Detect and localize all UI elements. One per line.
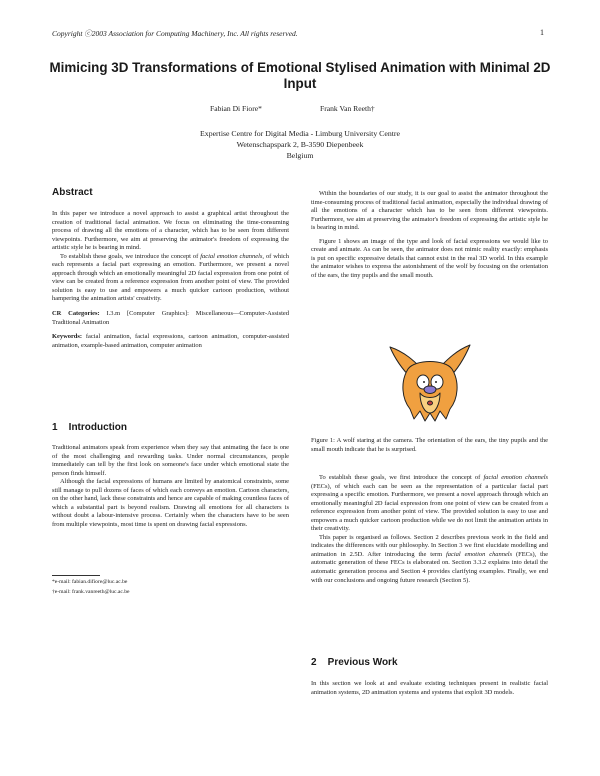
previous-work-heading: 2 Previous Work bbox=[311, 657, 398, 668]
copyright-notice: Copyright ⓒ2003 Association for Computing Machinery, Inc. All rights reserved. bbox=[52, 29, 298, 38]
paragraph: In this section we look at and evaluate existing techniques present in realistic facial animation systems, 2D animation systems and systems that exploit 3D models. bbox=[311, 680, 548, 696]
affiliation-line: Belgium bbox=[286, 151, 314, 160]
keywords: Keywords: facial animation, facial expressions, cartoon animation, computer-assisted animation, example-based animation, computer animation bbox=[52, 333, 289, 349]
footnote-2: †e-mail: frank.vanreeth@luc.ac.be bbox=[52, 589, 130, 595]
paper-title: Mimicing 3D Transformations of Emotional Stylised Animation with Minimal 2D Input bbox=[49, 60, 551, 91]
affiliation-line: Expertise Centre for Digital Media - Limburg University Centre bbox=[200, 129, 400, 138]
intro-cont-2 bbox=[311, 474, 548, 585]
previous-work-body bbox=[311, 680, 548, 697]
paragraph: Within the boundaries of our study, it is our goal to assist the animator throughout the time-consuming process of traditional facial animation, especially the individual drawing of all the emotions of a character which has to be seen from different viewpoints. Furthermore, we aim at preserving the animator's freedom of expressing the artistic style he is bearing in mind. bbox=[311, 190, 548, 232]
paragraph: This paper is organised as follows. Section 2 describes previous work in the field and indicates the differences with our philosophy. In Section 3 we first elucidate modelling and animation in 2.5D. After introducing the term facial emotion channels (FECs), the automatic generation of these FECs is elaborated on. Section 3.3.2 explains into detail the automatic generation process and Section 4 provides clarifying examples. Finally, we end with our conclusions and ongoing future research (Section 5). bbox=[311, 533, 549, 584]
wolf-figure bbox=[380, 327, 480, 427]
paragraph: Although the facial expressions of humans are limited by anatomical constraints, some still manage to pull dozens of faces of which each conveys an emotion. Cartoon characters, on the other hand, lack these constraints and hence are capable of making countless faces of which a substantial part is beyond realism. Drawing all emotions for all characters is without doubt a labour-intensive process. Certainly when the characters have to be seen from multiple viewpoints, most time is spent on drawing facial expressions. bbox=[52, 478, 289, 528]
author-1: Fabian Di Fiore* bbox=[210, 104, 262, 113]
paragraph: In this paper we introduce a novel approach to assist a graphical artist throughout the creation of traditional facial animation. We focus on eliminating the time-consuming process of drawing all the emotions of a character, which has to be seen from different viewpoints. Furthermore, we aim at preserving the animator's freedom of expressing the artistic style he is bearing in mind. bbox=[52, 210, 289, 252]
affiliation-line: Wetenschapspark 2, B-3590 Diepenbeek bbox=[236, 140, 364, 149]
abstract-body bbox=[52, 210, 289, 350]
paragraph: To establish these goals, we first introduce the concept of facial emotion channels (FECs), of which each can be seen as the representation of a particular facial part expressing a specific emotion. Furthermore, we present a novel approach through which an emotionally meaningful 2D facial expression from one point of view can be created from a reference expression from another point of view. The provided solution is easy to use and empowers a much quicker cartoon production while we do not limit the animation artists in their creativity. bbox=[311, 474, 548, 533]
footnote-rule bbox=[52, 575, 100, 576]
paragraph: Traditional animators speak from experience when they say that animating the face is one of the most challenging and rewarding tasks. Under normal circumstances, people immediately can tell by the first look on someone's face under which emotional state the person finds himself. bbox=[52, 444, 289, 477]
figure-caption: Figure 1: A wolf staring at the camera. The orientation of the ears, the tiny pupils and the small mouth indicate that he is surprised. bbox=[311, 437, 548, 453]
intro-body bbox=[52, 444, 289, 529]
cr-categories: CR Categories: I.3.m [Computer Graphics]: Miscellaneous—Computer-Assisted Traditional Animation bbox=[52, 310, 289, 326]
paragraph: Figure 1 shows an image of the type and look of facial expressions we would like to create and animate. As can be seen, the animator does not mimic reality exactly: emphasis is put on specific expressive details that cannot exist in the real 3D world. In this example the animator wishes to express the astonishment of the wolf by focusing on the orientation of the ears, the tiny pupils and the small mouth. bbox=[311, 237, 548, 279]
intro-heading: 1 Introduction bbox=[52, 422, 127, 433]
paragraph: To establish these goals, we introduce the concept of facial emotion channels, of which each represents a facial part expressing an emotion. Furthermore, we present a novel approach through which an emotionally meaningful 2D facial expression from one point of view can be created from a reference expression from another point of view. The provided solution is easy to use and empowers a much quicker cartoon production, without hampering the animation artists' creativity. bbox=[52, 252, 289, 303]
footnote-1: *e-mail: fabian.difiore@luc.ac.be bbox=[52, 579, 128, 585]
affiliation bbox=[100, 128, 500, 161]
intro-cont bbox=[311, 190, 548, 280]
author-2: Frank Van Reeth† bbox=[320, 104, 375, 113]
page-number: 1 bbox=[540, 28, 544, 37]
abstract-heading: Abstract bbox=[52, 187, 93, 198]
